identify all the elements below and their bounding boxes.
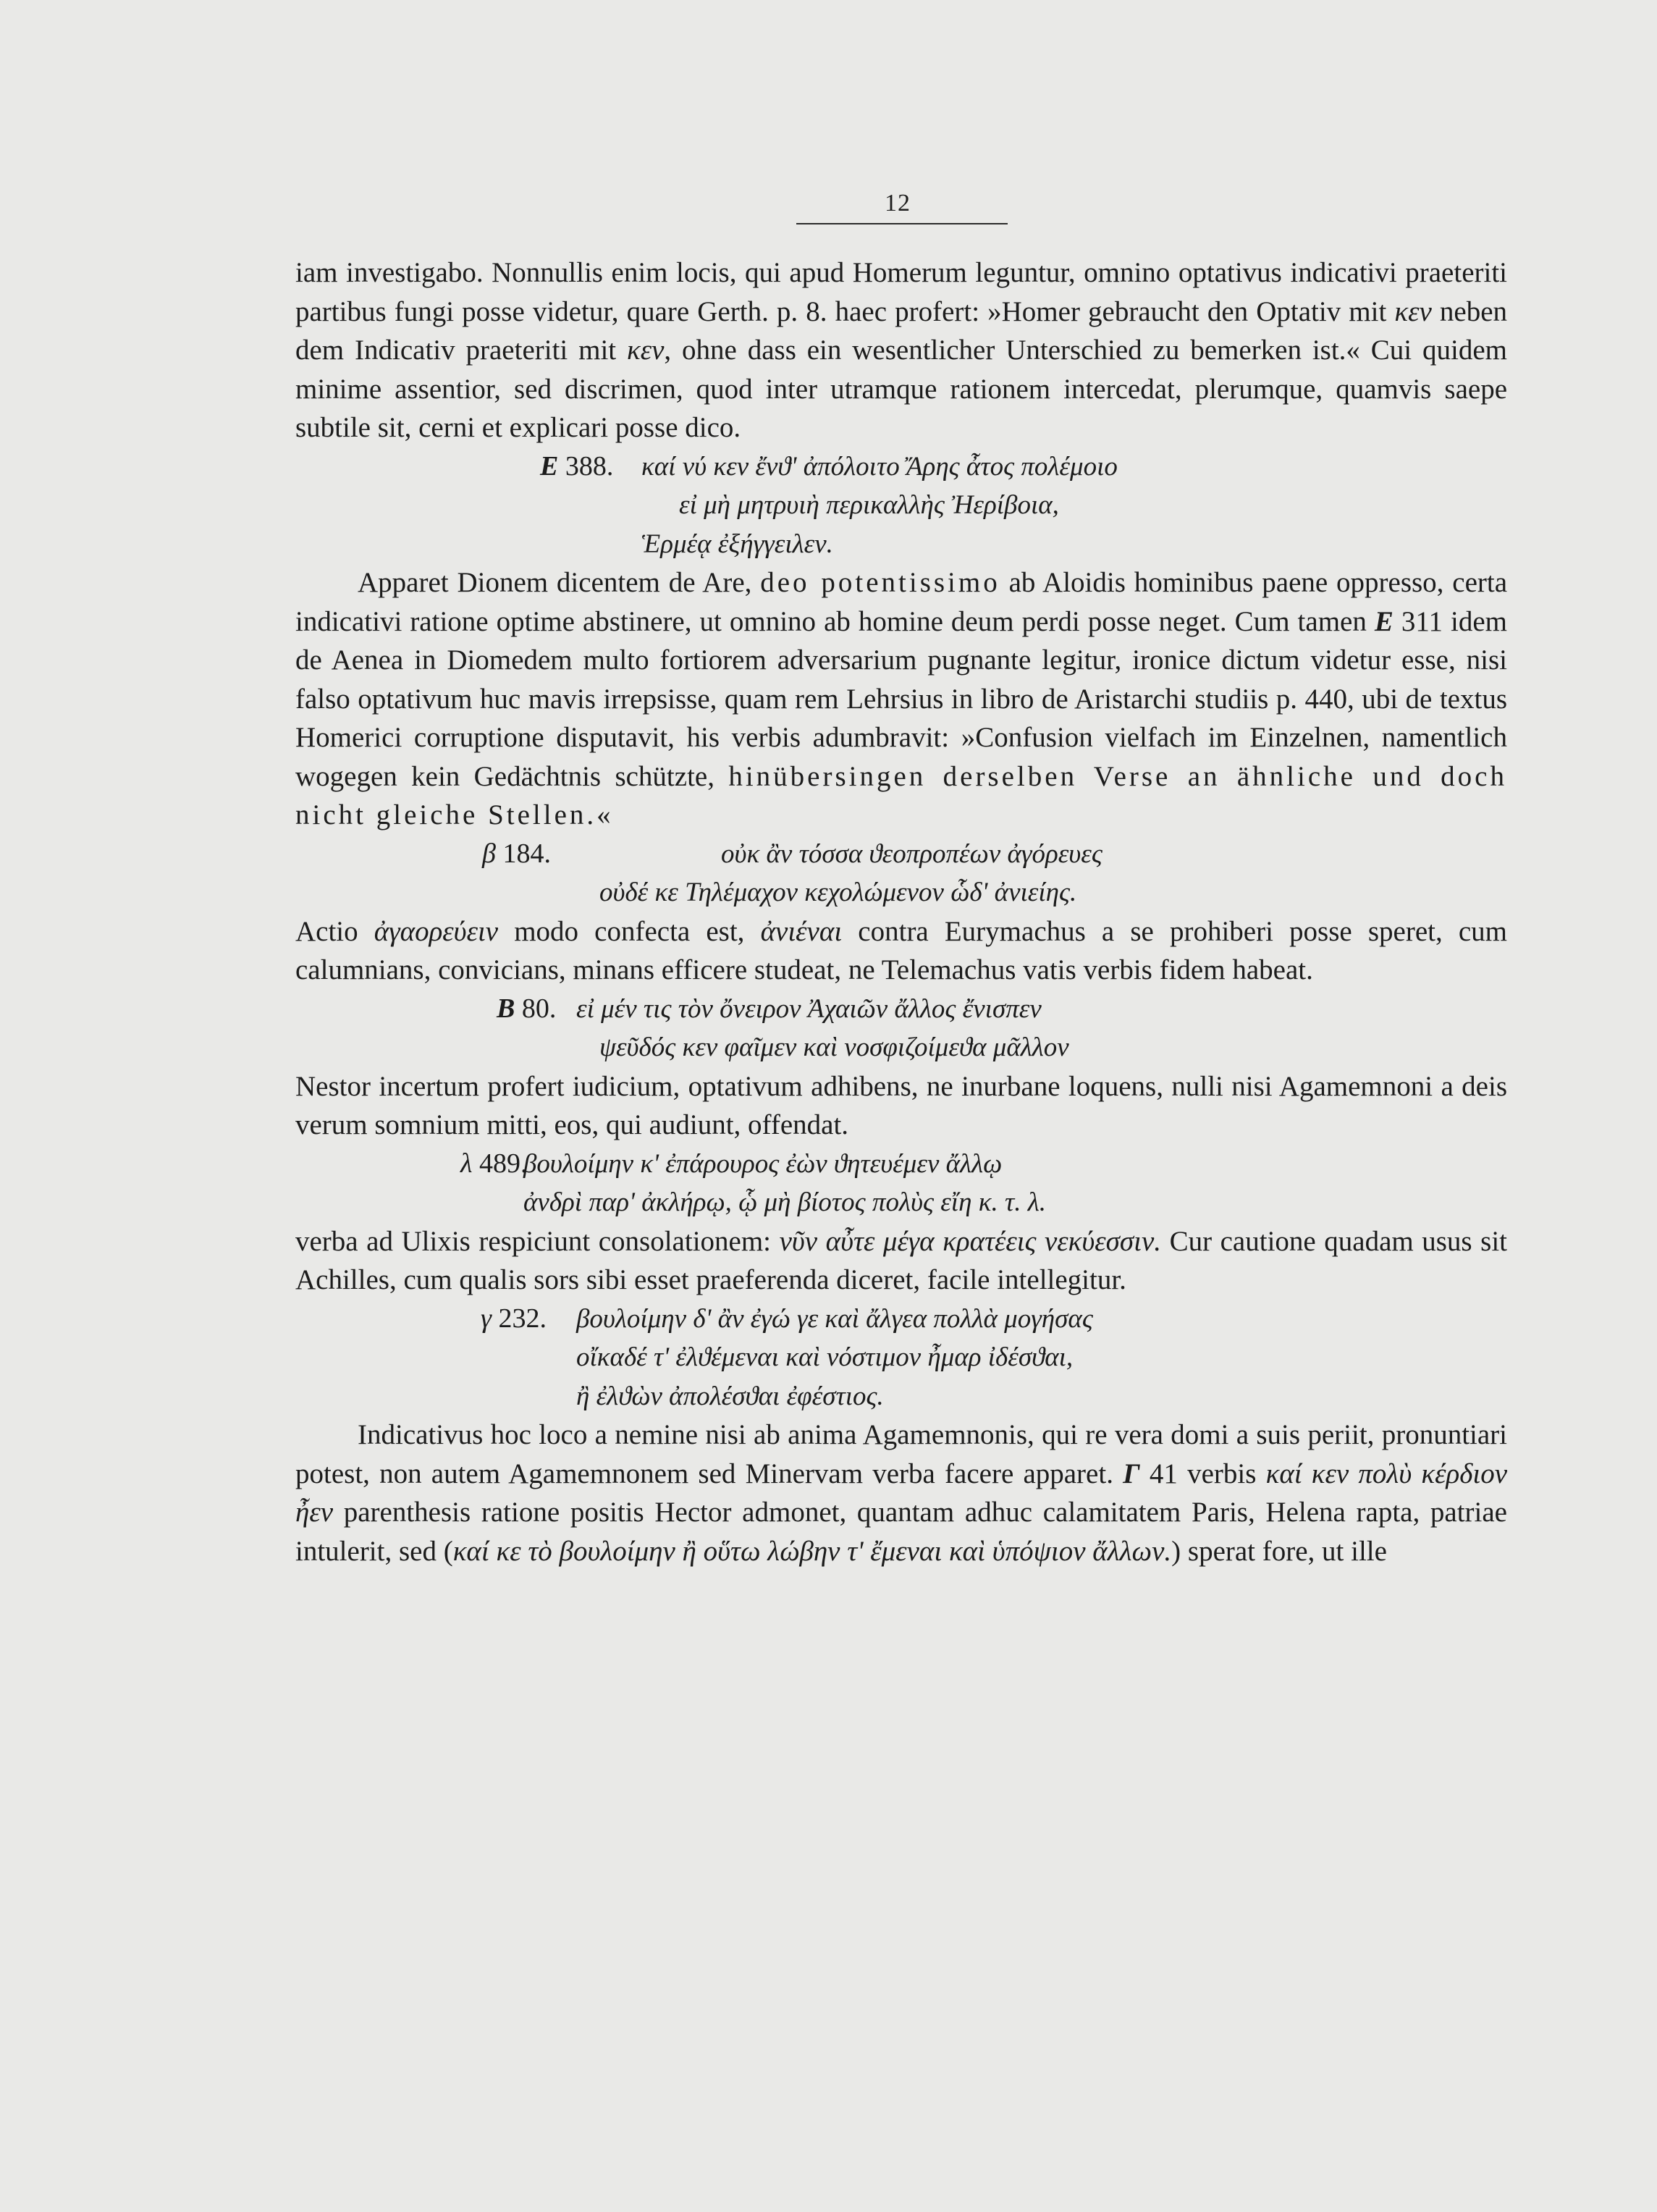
quote-2-line-1: [295, 835, 1507, 874]
greek-term: νῦν αὖτε μέγα κρατέεις νεκύεσσιν.: [779, 1225, 1162, 1257]
text-run: 41 verbis: [1139, 1458, 1266, 1489]
text-run: Indicativus hoc loco a nemine nisi ab anima Agamemnonis, qui re vera domi a suis periit, pronuntiari potest, non autem Agamemnonem sed Minervam verba facere apparet.: [295, 1419, 1507, 1489]
text-run: ab Aloidis hominibus paene oppresso, certa indicativi ratione optime abstinere, ut omnino ab homine deum perdi posse neget. Cum tamen: [295, 567, 1508, 637]
spaced-text: hinübersingen derselben Verse an ähnliche und doch nicht gleiche Stellen.: [295, 760, 1507, 830]
greek-term: καί κε τὸ βουλοίμην ἢ οὕτω λώβην τ' ἔμεναι καὶ ὑπόψιον ἄλλων.: [452, 1535, 1172, 1567]
greek-term: κεν: [1394, 295, 1432, 327]
greek-term: κεν: [627, 335, 665, 366]
text-run: contra Eurymachus a se prohiberi posse speret, cum calumnians, convicians, minans efficere studeat, ne Telemachus vatis verbis fidem habeat.: [295, 915, 1507, 985]
text-run: «: [596, 799, 611, 830]
greek-term: ἀγαορεύειν: [374, 915, 499, 947]
quote-ref: E 388.: [540, 450, 614, 481]
paragraph-3: [295, 912, 1507, 990]
greek-term: καί κεν πολὺ κέρδιον ἦεν: [295, 1458, 1507, 1528]
spaced-text: deo potentissimo: [760, 567, 1000, 598]
text-run: Actio: [295, 915, 374, 947]
greek-verse: βουλοίμην κ' ἐπάρουρος ἐὼν ϑητευέμεν ἄλλῳ: [523, 1148, 1003, 1179]
quote-5-line-3: [295, 1377, 1507, 1416]
quote-ref: λ 489.: [460, 1148, 528, 1179]
quote-5-line-2: [295, 1338, 1507, 1377]
text-run: iam investigabo. Nonnullis enim locis, qui apud Homerum leguntur, omnino optativus indicativi praeteriti partibus fungi posse videtur, quare Gerth. p. 8. haec profert: »Homer gebraucht den Optativ mit: [295, 257, 1507, 327]
body-text: [295, 253, 1507, 1570]
paragraph-2: [295, 563, 1507, 835]
text-run: Cur cautione quadam usus sit Achilles, cum qualis sors sibi esset praeferenda diceret, facile intellegitur.: [295, 1225, 1508, 1295]
quote-2-line-2: [295, 873, 1507, 912]
text-run: parenthesis ratione positis Hector admonet, quantam adhuc calamitatem Paris, Helena rapta, patriae intulerit, sed (: [295, 1497, 1507, 1567]
text-run: neben dem Indicativ praeteriti mit: [295, 295, 1507, 366]
page-number: 12: [885, 190, 911, 216]
greek-verse: ἀνδρὶ παρ' ἀκλήρῳ, ᾧ μὴ βίοτος πολὺς εἴη κ. τ. λ.: [523, 1187, 1046, 1217]
book-letter: Γ: [1123, 1458, 1140, 1489]
text-run: Apparet Dionem dicentem de Are,: [358, 567, 761, 598]
quote-5-line-1: [295, 1300, 1507, 1339]
paragraph-4: Nestor incertum profert iudicium, optativum adhibens, ne inurbane loquens, nulli nisi Agamemnoni a deis verum somnium mitti, eos, qui audiunt, offendat.: [295, 1070, 1507, 1140]
quote-3-line-1: [295, 990, 1507, 1029]
greek-verse: εἰ μέν τις τὸν ὄνειρον Ἀχαιῶν ἄλλος ἔνισπεν: [576, 993, 1042, 1024]
paragraph-5: [295, 1222, 1507, 1300]
quote-4-line-1: [295, 1145, 1507, 1184]
quote-1-line-2: [295, 486, 1507, 525]
text-run: ) sperat fore, ut ille: [1171, 1535, 1387, 1567]
quote-4-line-2: [295, 1183, 1507, 1222]
paragraph-1: [295, 253, 1507, 447]
greek-verse: Ἑρμέᾳ ἐξήγγειλεν.: [641, 529, 833, 559]
greek-verse: εἰ μὴ μητρυιὴ περικαλλὴς Ἠερίβοια,: [679, 490, 1059, 520]
text-run: verba ad Ulixis respiciunt consolationem:: [295, 1225, 780, 1257]
text-run: 311 idem de Aenea in Diomedem multo fortiorem adversarium pugnante legitur, ironice dictum videtur esse, nisi falso optativum huc mavis irrepsisse, quam rem Lehrsius in libro de Aristarchi studiis p. 440, ubi de textus Homerici corruptione disputavit, his verbis adumbravit: »Confusion vielfach im Einzelnen, namentlich wogegen kein Gedächtnis schützte,: [295, 605, 1507, 792]
paragraph-6: [295, 1416, 1507, 1570]
greek-verse: ἢ ἐλϑὼν ἀπολέσϑαι ἐφέστιος.: [576, 1381, 884, 1411]
quote-ref: β 184.: [482, 838, 551, 869]
greek-verse: ψεῦδός κεν φαῖμεν καὶ νοσφιζοίμεϑα μᾶλλον: [599, 1033, 1069, 1062]
quote-1-line-3: [295, 525, 1507, 564]
quote-3-line-2: [295, 1028, 1507, 1067]
greek-verse: καί νύ κεν ἔνϑ' ἀπόλοιτο Ἄρης ἆτος πολέμοιο: [641, 451, 1118, 481]
greek-verse: οὐδέ κε Τηλέμαχον κεχολώμενον ὧδ' ἀνιείης.: [599, 878, 1077, 907]
greek-term: ἀνιέναι: [760, 915, 843, 947]
greek-verse: οἴκαδέ τ' ἐλϑέμεναι καὶ νόστιμον ἦμαρ ἰδέσϑαι,: [576, 1342, 1074, 1372]
greek-verse: βουλοίμην δ' ἂν ἐγώ γε καὶ ἄλγεα πολλὰ μογήσας: [576, 1303, 1093, 1334]
text-run: modo confecta est,: [498, 915, 761, 947]
greek-verse: οὐκ ἂν τόσσα ϑεοπροπέων ἀγόρευες: [721, 838, 1102, 869]
book-letter: E: [1374, 605, 1394, 637]
quote-ref: γ 232.: [481, 1303, 547, 1334]
quote-1-line-1: [295, 447, 1507, 487]
quote-ref: B 80.: [497, 993, 557, 1024]
header-rule: [796, 223, 1008, 224]
text-run: , ohne dass ein wesentlicher Unterschied zu bemerken ist.« Cui quidem minime assentior, sed discrimen, quod inter utramque rationem intercedat, plerumque, quamvis saepe subtile sit, cerni et explicari posse dico.: [295, 335, 1507, 443]
